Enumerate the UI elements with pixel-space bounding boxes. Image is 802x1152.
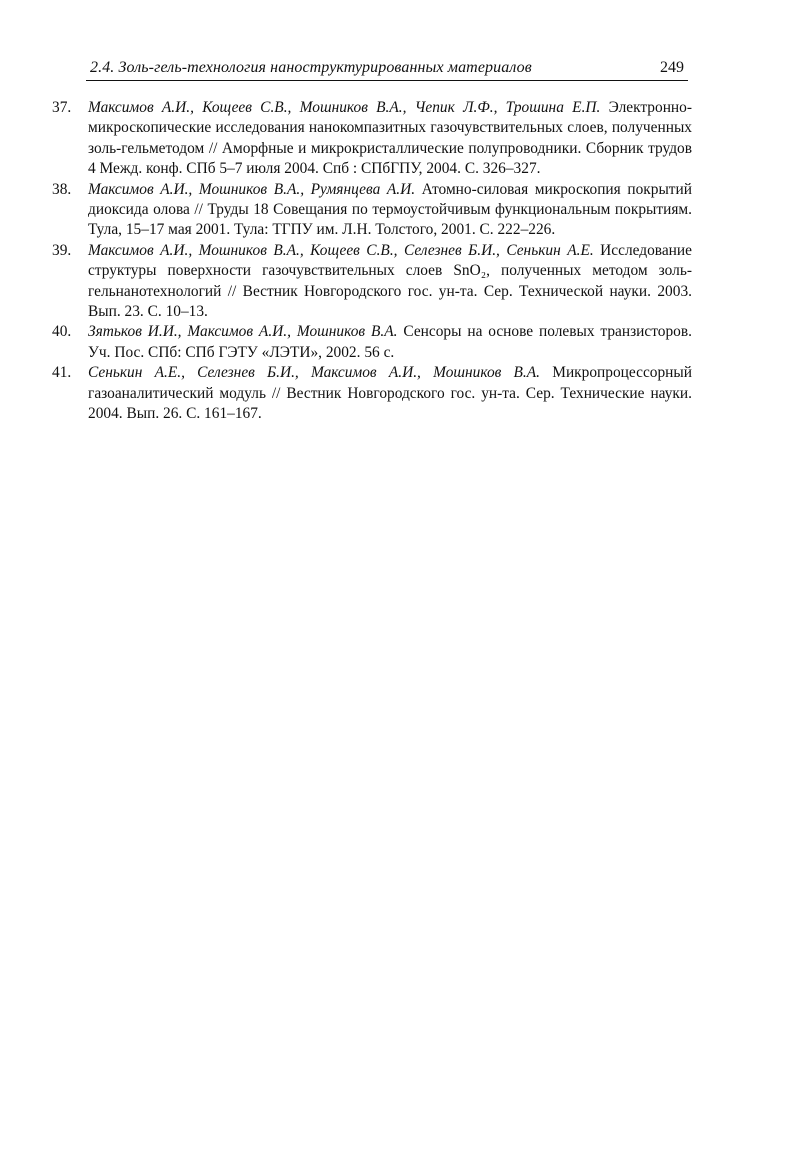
running-head xyxy=(86,56,688,81)
reference-authors: Максимов А.И., Мошников В.А., Румянцева А.И. xyxy=(88,180,416,198)
reference-text: Атомно-силовая микроскопия покрытий диоксида олова // Труды 18 Совещания по термоустойчивым функциональным покрытиям. Тула, 15–17 мая 2001. Тула: ТГПУ им. Л.Н. Толстого, 2001. С. 222–226. xyxy=(88,180,692,239)
reference-number: 41. xyxy=(52,364,72,382)
reference-text: Микропроцессорный газоаналитический модуль // Вестник Новгородского гос. ун-та. Сер. Технические науки. 2004. Вып. 26. С. 161–167. xyxy=(88,364,692,423)
reference-item xyxy=(52,180,692,241)
reference-authors: Максимов А.И., Мошников В.А., Кощеев С.В., Селезнев Б.И., Сенькин А.Е. xyxy=(88,241,594,259)
running-head-title: 2.4. Золь-гель-технология наноструктурированных материалов xyxy=(90,59,532,76)
reference-number: 39. xyxy=(52,241,72,259)
reference-item xyxy=(52,322,692,363)
reference-list xyxy=(52,98,692,425)
reference-authors: Сенькин А.Е., Селезнев Б.И., Максимов А.И., Мошников В.А. xyxy=(88,364,541,382)
page-number: 249 xyxy=(660,59,684,76)
reference-number: 37. xyxy=(52,99,72,116)
reference-item xyxy=(52,98,692,180)
reference-text: Сенсоры на основе полевых транзисторов. Уч. Пос. СПб: СПб ГЭТУ «ЛЭТИ», 2002. 56 с. xyxy=(88,323,692,361)
reference-number: 40. xyxy=(52,323,72,341)
reference-number: 38. xyxy=(52,180,72,198)
reference-authors: Зятьков И.И., Максимов А.И., Мошников В.А. xyxy=(88,323,398,341)
reference-authors: Максимов А.И., Кощеев С.В., Мошников В.А., Чепик Л.Ф., Трошина Е.П. xyxy=(88,99,601,116)
reference-text: Исследование структуры поверхности газочувствительных слоев SnO₂, полученных методом золь-гельнанотехнологий // Вестник Новгородского гос. ун-та. Сер. Технической науки. 2003. Вып. 23. С. 10–13. xyxy=(88,241,692,321)
reference-item xyxy=(52,363,692,424)
reference-item xyxy=(52,241,692,323)
reference-text: Электронно-микроскопические исследования нанокомпазитных газочувствительных слоев, полученных золь-гельметодом // Аморфные и микрокристаллические полупроводники. Сборник трудов 4 Межд. конф. СПб 5–7 июля 2004. Спб : СПбГПУ, 2004. С. 326–327. xyxy=(88,99,692,178)
